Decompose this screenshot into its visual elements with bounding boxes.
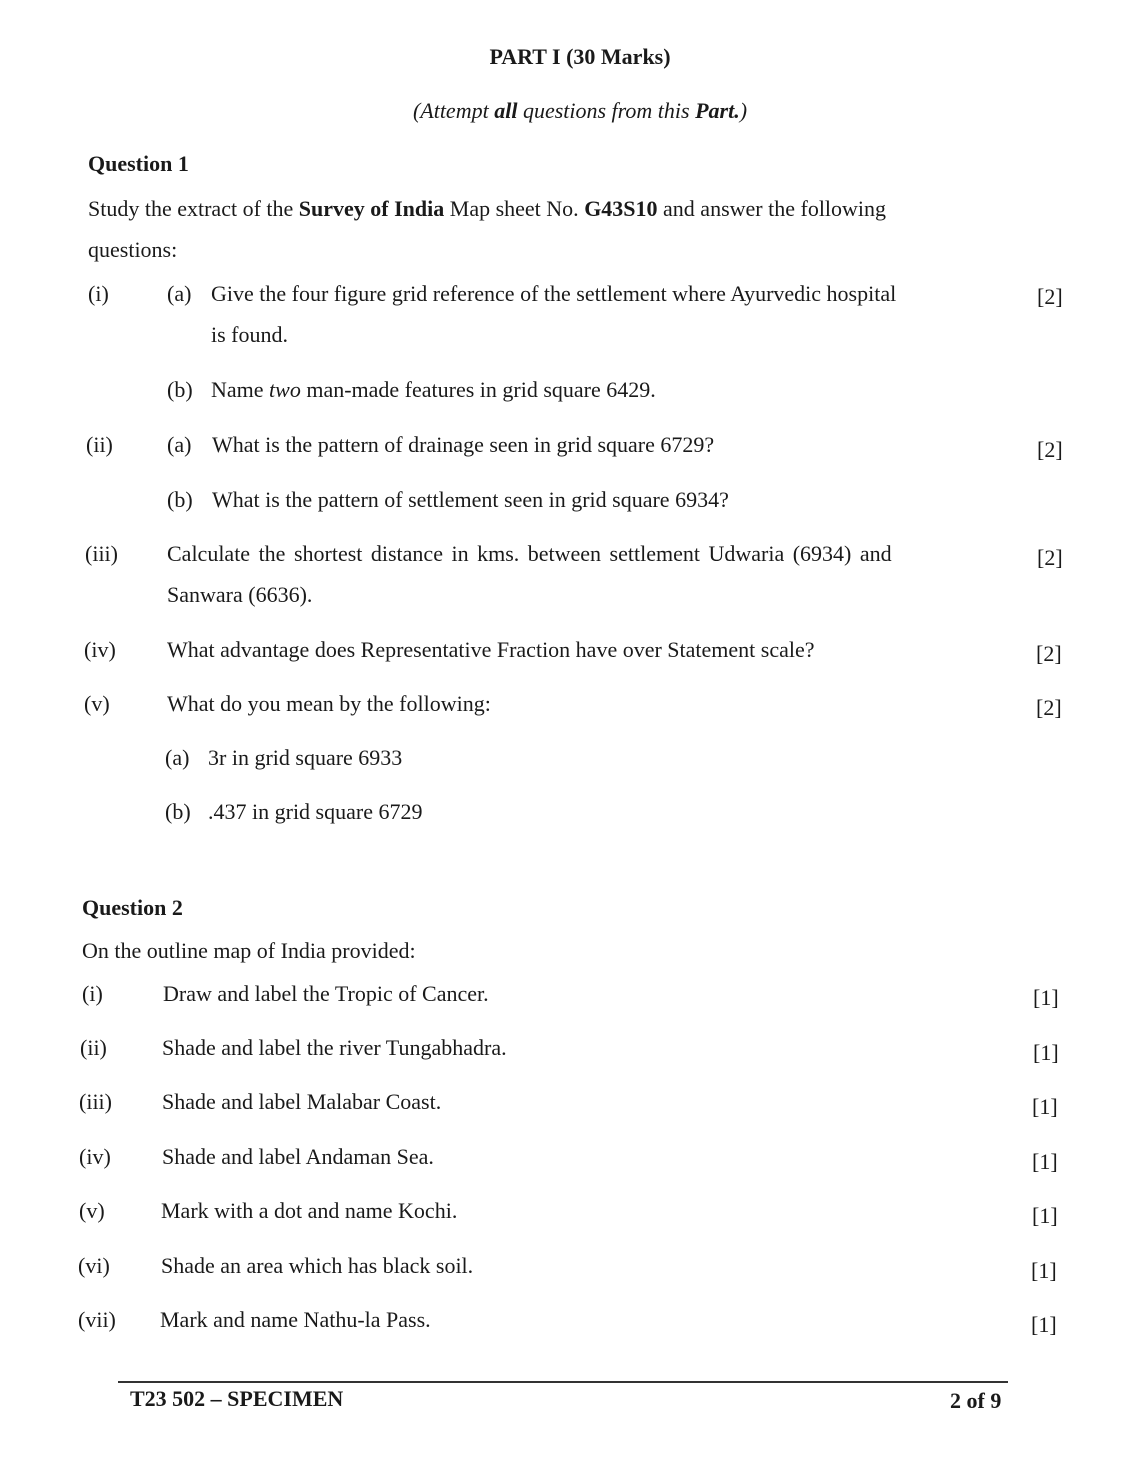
instruction-emphasis: all <box>494 98 518 123</box>
item-text-emphasis: two <box>269 377 301 402</box>
item-number: (vi) <box>78 1253 110 1278</box>
marks: [2] <box>1036 641 1062 666</box>
instruction-text: (Attempt <box>412 98 495 123</box>
item-text: What is the pattern of drainage seen in grid square 6729? <box>212 432 715 457</box>
question-2-title: Question 2 <box>82 895 183 920</box>
intro-emphasis: G43S10 <box>584 196 658 221</box>
item-text: is found. <box>211 322 288 347</box>
item-text: Give the four figure grid reference of the settlement where Ayurvedic hospital <box>211 281 897 306</box>
item-text: Calculate the shortest distance in kms. between settlement Udwaria (6934) and <box>167 541 892 566</box>
item-text: Shade and label Andaman Sea. <box>162 1144 434 1169</box>
instruction-text: questions from this <box>517 98 696 123</box>
item-text: Shade and label Malabar Coast. <box>162 1089 442 1114</box>
item-number: (iii) <box>85 541 118 566</box>
item-text: What do you mean by the following: <box>167 691 491 716</box>
item-number: (ii) <box>86 432 113 457</box>
question-1-intro <box>88 196 886 222</box>
marks: [1] <box>1031 1258 1057 1283</box>
sub-label: (b) <box>167 487 193 512</box>
instruction-emphasis: Part. <box>695 98 740 123</box>
sub-label: (a) <box>167 432 192 457</box>
sub-label: (a) <box>165 745 190 770</box>
question-2-intro: On the outline map of India provided: <box>82 938 416 963</box>
item-number: (i) <box>88 281 109 306</box>
marks: [2] <box>1036 695 1062 720</box>
item-text: Mark and name Nathu-la Pass. <box>160 1307 431 1332</box>
marks: [1] <box>1033 985 1059 1010</box>
intro-text: Map sheet No. <box>444 196 585 221</box>
item-text: Draw and label the Tropic of Cancer. <box>163 981 489 1006</box>
intro-text: and answer the following <box>657 196 887 221</box>
item-text: Shade an area which has black soil. <box>161 1253 474 1278</box>
marks: [1] <box>1032 1149 1058 1174</box>
page-number: 2 of 9 <box>950 1388 1002 1413</box>
item-text-part: Name <box>211 377 270 402</box>
item-text-part: man-made features in grid square 6429. <box>300 377 656 402</box>
item-number: (ii) <box>80 1035 107 1060</box>
footer-code: T23 502 – SPECIMEN <box>130 1386 344 1411</box>
item-text: Mark with a dot and name Kochi. <box>161 1198 458 1223</box>
instruction-text: ) <box>739 98 748 123</box>
footer-divider <box>118 1381 1008 1383</box>
marks: [1] <box>1031 1312 1057 1337</box>
sub-label: (b) <box>165 799 191 824</box>
item-text: Sanwara (6636). <box>167 582 313 607</box>
intro-text: Study the extract of the <box>88 196 299 221</box>
marks: [2] <box>1037 284 1063 309</box>
marks: [1] <box>1033 1040 1059 1065</box>
part-instruction <box>0 98 1140 124</box>
intro-emphasis: Survey of India <box>298 196 445 221</box>
marks: [2] <box>1037 437 1063 462</box>
item-text <box>211 377 656 403</box>
marks: [1] <box>1032 1094 1058 1119</box>
item-number: (v) <box>79 1198 105 1223</box>
item-text: Shade and label the river Tungabhadra. <box>162 1035 507 1060</box>
marks: [2] <box>1037 545 1063 570</box>
item-text: .437 in grid square 6729 <box>208 799 423 824</box>
item-text: 3r in grid square 6933 <box>208 745 403 770</box>
item-number: (vii) <box>78 1307 116 1332</box>
marks: [1] <box>1032 1203 1058 1228</box>
item-number: (i) <box>82 981 103 1006</box>
part-title: PART I (30 Marks) <box>489 44 671 69</box>
item-number: (v) <box>84 691 110 716</box>
item-text: What advantage does Representative Fraction have over Statement scale? <box>167 637 815 662</box>
item-text: What is the pattern of settlement seen in grid square 6934? <box>212 487 729 512</box>
question-1-intro-cont: questions: <box>88 237 178 262</box>
sub-label: (b) <box>167 377 193 402</box>
question-1-title: Question 1 <box>88 151 189 176</box>
item-number: (iii) <box>79 1089 112 1114</box>
item-number: (iv) <box>84 637 116 662</box>
item-number: (iv) <box>79 1144 111 1169</box>
sub-label: (a) <box>167 281 192 306</box>
